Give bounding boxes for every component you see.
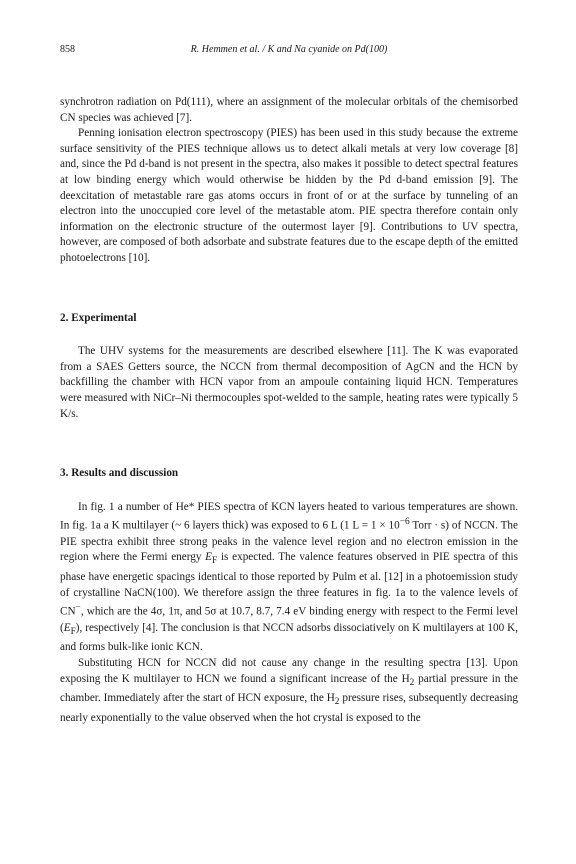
running-head bbox=[60, 44, 518, 58]
section-heading-experimental: 2. Experimental bbox=[60, 311, 137, 324]
fermi-symbol: E bbox=[63, 621, 71, 634]
intro-paragraph-pies: Penning ionisation electron spectroscopy (PIES) has been used in this study because the extreme surface sensitivity of the PIES technique allows us to detect alkali metals at very low coverage [8] and, since the Pd d-band is not present in the spectra, also makes it possible to detect spectral features at low binding energy which would otherwise be hidden by the Pd d-band emission [9]. The deexcitation of metastable rare gas atoms occurs in front of or at the surface by tunneling of an electron into the unoccupied core level of the metastable atom. PIE spectra therefore contain only information on the electronic structure of the outermost layer [9]. Contributions to UV spectra, however, are composed of both adsorbate and substrate features due to the escape depth of the emitted photoelectrons [10]. bbox=[60, 127, 518, 264]
results-p1-part-a: In fig. 1 a number of He* PIES spectra of KCN layers heated to various temperatures are shown. In fig. 1a a K multilayer (~ 6 layers thick) was exposed to 6 L (1 L = 1 × 10 bbox=[60, 500, 518, 533]
section-heading-results: 3. Results and discussion bbox=[60, 467, 179, 480]
h2-subscript: 2 bbox=[409, 677, 415, 688]
running-title: R. Hemmen et al. / K and Na cyanide on Pd(100) bbox=[190, 44, 388, 55]
fermi-symbol: E bbox=[205, 551, 213, 564]
h2-subscript: 2 bbox=[334, 697, 340, 708]
results-p1-part-d: , which are the 4σ, 1π, and 5σ at 10.7, 8.7, 7.4 eV binding energy with respect to the Fermi level ( bbox=[60, 605, 518, 634]
experimental-paragraph: The UHV systems for the measurements are described elsewhere [11]. The K was evaporated from a SAES Getters source, the NCCN from thermal decomposition of AgCN and the HCN by backfilling the chamber with HCN vapor from an ampoule containing liquid HCN. Temperatures were measured with NiCr–Ni thermocouples spot-welded to the sample, heating rates were typically 5 K/s. bbox=[60, 345, 518, 420]
results-paragraph-2 bbox=[60, 656, 518, 727]
results-p1-part-b: Torr · s) of NCCN. The PIE spectra exhibit three strong peaks in the valence level region and no electron emission in the region where the Fermi energy bbox=[60, 520, 518, 564]
intro-paragraph-continued: synchrotron radiation on Pd(111), where an assignment of the molecular orbitals of the chemisorbed CN species was achieved [7]. bbox=[60, 96, 518, 124]
cn-charge: − bbox=[75, 603, 81, 614]
results-p2-part-b: partial pressure in the chamber. Immediately after the start of HCN exposure, the H bbox=[60, 672, 518, 705]
body-text bbox=[60, 95, 518, 727]
results-p2-part-a: Substituting HCN for NCCN did not cause any change in the resulting spectra [13]. Upon exposing the K multilayer to HCN we found a significant increase of the H bbox=[60, 656, 518, 685]
results-p1-part-c: is expected. The valence features observed in PIE spectra of this phase have energetic spacings identical to those reported by Pulm et al. [12] in a photoemission study of crystalline NaCN(100). We therefore assign the three features in fig. 1a to the valence levels of CN bbox=[60, 551, 518, 618]
results-paragraph-1 bbox=[60, 500, 518, 656]
results-p1-part-e: ), respectively [4]. The conclusion is that NCCN adsorbs dissociatively on K multilayers at 100 K, and forms bulk-like ionic KCN. bbox=[60, 621, 518, 654]
results-p2-part-c: pressure rises, subsequently decreasing nearly exponentially to the value observed when the hot crystal is exposed to the bbox=[60, 692, 518, 725]
fermi-subscript: F bbox=[70, 626, 76, 637]
fermi-subscript: F bbox=[212, 556, 218, 567]
page-number: 858 bbox=[60, 44, 75, 55]
exponent: −6 bbox=[399, 517, 410, 528]
